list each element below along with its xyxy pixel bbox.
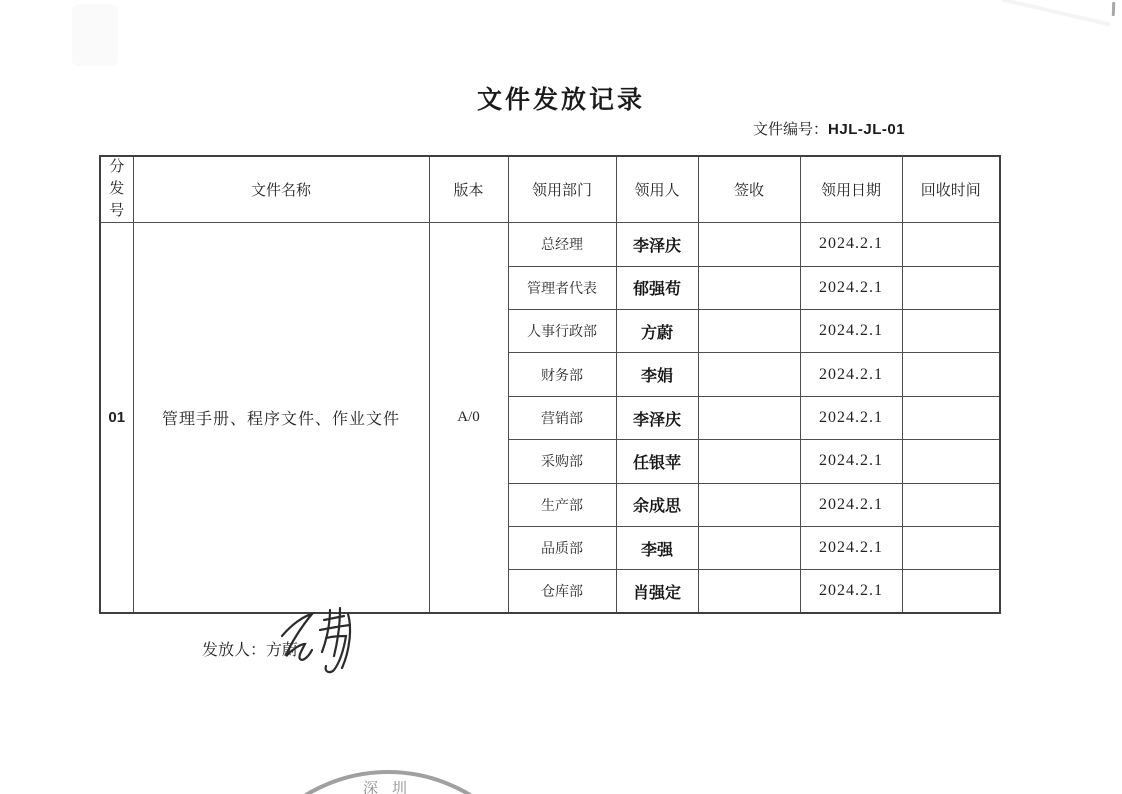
cell-date: 2024.2.1 <box>800 396 902 439</box>
issuer-line <box>202 637 298 660</box>
cell-recycle <box>902 570 1000 613</box>
cell-sign <box>698 526 800 569</box>
cell-sign <box>698 353 800 396</box>
cell-dept: 仓库部 <box>508 570 616 613</box>
table-header-row <box>100 156 1000 223</box>
cell-dept: 总经理 <box>508 223 616 266</box>
company-stamp-text: 深圳 <box>362 781 421 794</box>
distribution-record-table <box>99 155 1001 614</box>
cell-date: 2024.2.1 <box>800 570 902 613</box>
cell-recipient: 李泽庆 <box>616 223 698 266</box>
issuer-name: 方蔚 <box>266 642 299 659</box>
document-number-label: 文件编号： <box>753 121 829 138</box>
cell-sign <box>698 266 800 309</box>
table-row <box>100 223 1000 266</box>
cell-dept: 管理者代表 <box>508 266 616 309</box>
document-number-line <box>753 118 905 139</box>
cell-dept: 人事行政部 <box>508 310 616 353</box>
cell-sign <box>698 483 800 526</box>
header-sign: 签收 <box>698 156 800 223</box>
cell-recipient: 任银苹 <box>616 440 698 483</box>
issuer-label: 发放人： <box>202 642 267 659</box>
header-doc-name: 文件名称 <box>133 156 429 223</box>
cell-dist-no: 01 <box>100 223 133 614</box>
scan-streak-artifact <box>1001 0 1111 27</box>
scan-dash-artifact <box>1112 2 1115 16</box>
cell-dept: 品质部 <box>508 526 616 569</box>
cell-recycle <box>902 266 1000 309</box>
cell-recipient: 肖强定 <box>616 570 698 613</box>
cell-date: 2024.2.1 <box>800 223 902 266</box>
cell-date: 2024.2.1 <box>800 526 902 569</box>
document-number-value: HJL-JL-01 <box>828 121 906 138</box>
cell-recipient: 李娟 <box>616 353 698 396</box>
cell-doc-name: 管理手册、程序文件、作业文件 <box>133 223 429 614</box>
cell-recycle <box>902 440 1000 483</box>
cell-sign <box>698 440 800 483</box>
header-date: 领用日期 <box>800 156 902 223</box>
cell-dept: 财务部 <box>508 353 616 396</box>
header-version: 版本 <box>429 156 508 223</box>
cell-recipient: 余成思 <box>616 483 698 526</box>
cell-sign <box>698 310 800 353</box>
document-title: 文件发放记录 <box>476 86 645 114</box>
cell-sign <box>698 223 800 266</box>
header-dept: 领用部门 <box>508 156 616 223</box>
cell-date: 2024.2.1 <box>800 266 902 309</box>
cell-recycle <box>902 483 1000 526</box>
cell-date: 2024.2.1 <box>800 483 902 526</box>
cell-recipient: 方蔚 <box>616 310 698 353</box>
cell-sign <box>698 396 800 439</box>
cell-recycle <box>902 396 1000 439</box>
cell-recycle <box>902 223 1000 266</box>
cell-recipient: 郁强苟 <box>616 266 698 309</box>
cell-sign <box>698 570 800 613</box>
cell-date: 2024.2.1 <box>800 353 902 396</box>
cell-dept: 生产部 <box>508 483 616 526</box>
cell-dept: 采购部 <box>508 440 616 483</box>
header-recipient: 领用人 <box>616 156 698 223</box>
header-recycle: 回收时间 <box>902 156 1000 223</box>
cell-version: A/0 <box>429 223 508 614</box>
cell-recipient: 李强 <box>616 526 698 569</box>
cell-recipient: 李泽庆 <box>616 396 698 439</box>
cell-recycle <box>902 526 1000 569</box>
header-dist-no: 分发号 <box>100 156 133 223</box>
cell-date: 2024.2.1 <box>800 440 902 483</box>
cell-recycle <box>902 353 1000 396</box>
cell-date: 2024.2.1 <box>800 310 902 353</box>
cell-dept: 营销部 <box>508 396 616 439</box>
scan-smudge-artifact <box>72 4 118 66</box>
cell-recycle <box>902 310 1000 353</box>
